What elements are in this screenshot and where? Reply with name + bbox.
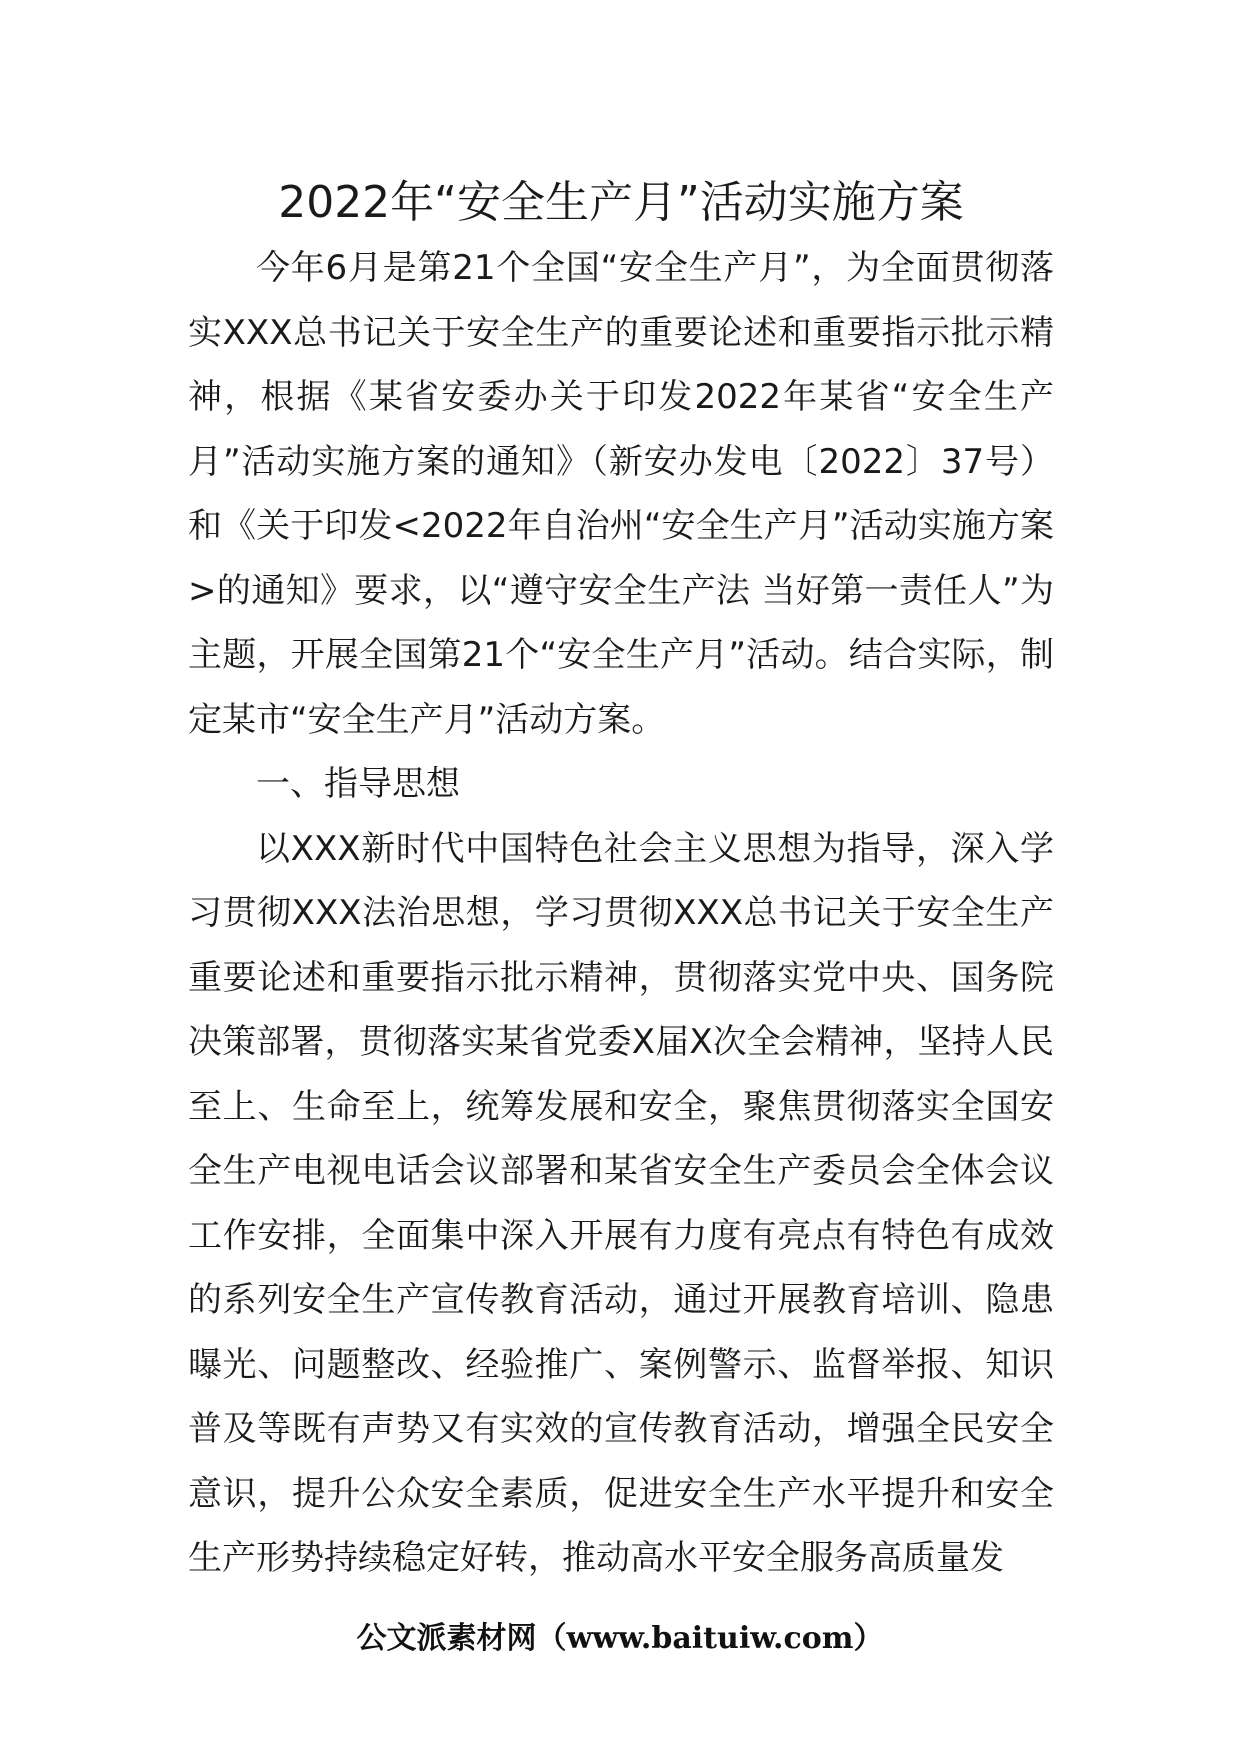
- section-body-guiding-ideology: 以XXX新时代中国特色社会主义思想为指导，深入学习贯彻XXX法治思想，学习贯彻XXX总书记关于安全生产重要论述和重要指示批示精神，贯彻落实党中央、国务院决策部署，贯彻落实某省党委X届X次全会精神，坚持人民至上、生命至上，统筹发展和安全，聚焦贯彻落实全国安全生产电视电话会议部署和某省安全生产委员会全体会议工作安排，全面集中深入开展有力度有亮点有特色有成效的系列安全生产宣传教育活动，通过开展教育培训、隐患曝光、问题整改、经验推广、案例警示、监督举报、知识普及等既有声势又有实效的宣传教育活动，增强全民安全意识，提升公众安全素质，促进安全生产水平提升和安全生产形势持续稳定好转，推动高水平安全服务高质量发: [188, 828, 1054, 1578]
- document-body: [188, 236, 1054, 1591]
- document-title: 2022年“安全生产月”活动实施方案: [278, 177, 964, 228]
- section-heading-guiding-ideology: 一、指导思想: [256, 764, 460, 804]
- intro-paragraph: 今年6月是第21个全国“安全生产月”，为全面贯彻落实XXX总书记关于安全生产的重要论述和重要指示批示精神，根据《某省安委办关于印发2022年某省“安全生产月”活动实施方案的通知》（新安办发电〔2022〕37号）和《关于印发<2022年自治州“安全生产月”活动实施方案>的通知》要求，以“遵守安全生产法 当好第一责任人”为主题，开展全国第21个“安全生产月”活动。结合实际，制定某市“安全生产月”活动方案。: [188, 248, 1054, 740]
- footer-watermark: 公文派素材网（www.baituiw.com）: [356, 1621, 884, 1656]
